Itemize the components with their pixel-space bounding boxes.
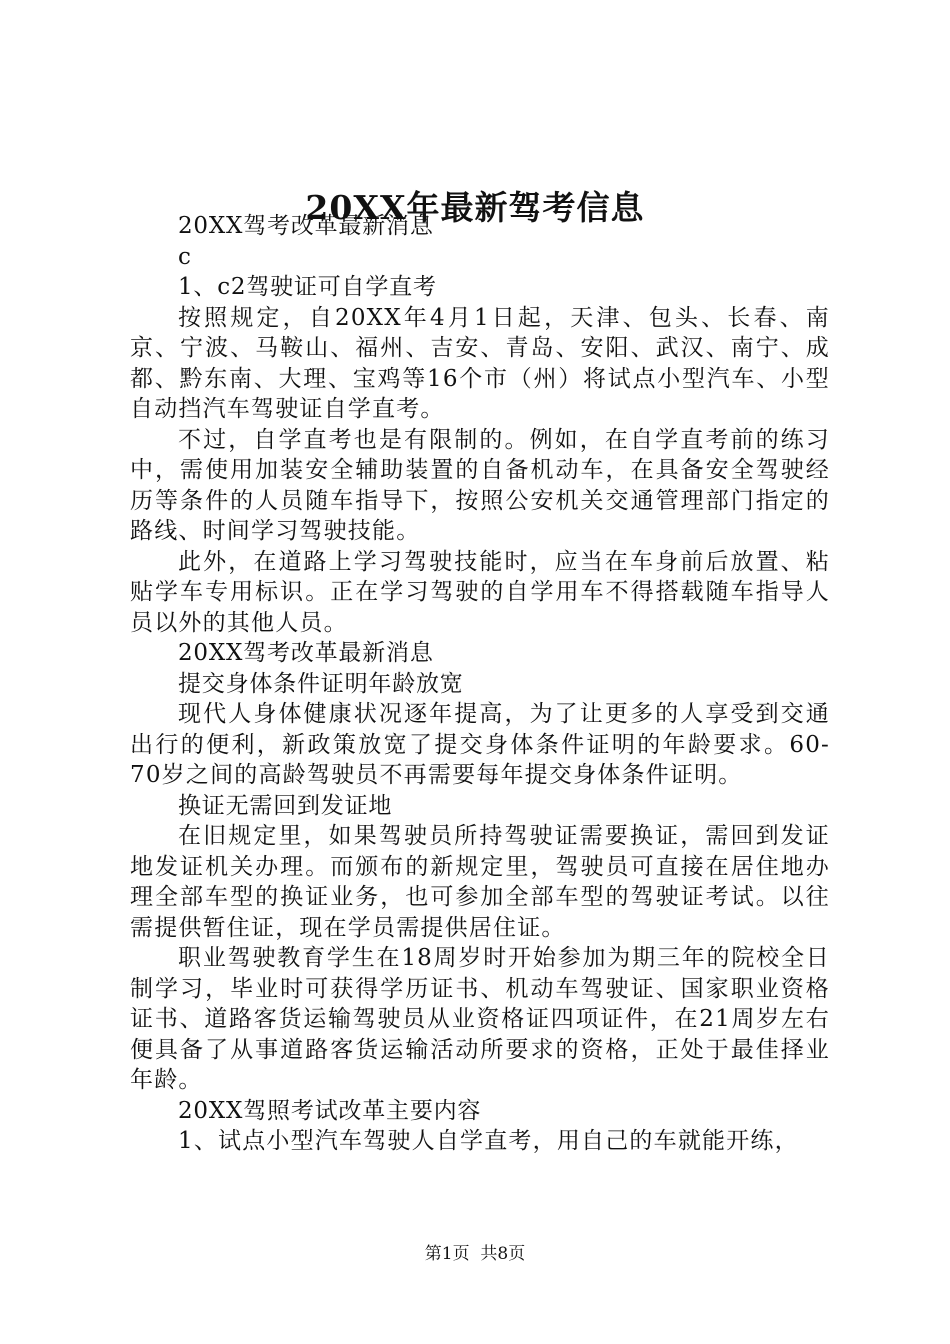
paragraph: 不过，自学直考也是有限制的。例如，在自学直考前的练习中，需使用加装安全辅助装置的自备机动车，在具备安全驾驶经历等条件的人员随车指导下，按照公安机关交通管理部门指定的路线、时间学习驾驶技能。 <box>130 426 830 544</box>
paragraph: 按照规定，自20XX年4月1日起，天津、包头、长春、南京、宁波、马鞍山、福州、吉安、青岛、安阳、武汉、南宁、成都、黔东南、大理、宝鸡等16个市（州）将试点小型汽车、小型自动挡汽车驾驶证自学直考。 <box>130 304 830 422</box>
document-body <box>130 211 830 1157</box>
paragraph: 1、试点小型汽车驾驶人自学直考，用自己的车就能开练， <box>178 1128 799 1154</box>
document-title: 20XX年最新驾考信息 <box>305 188 645 227</box>
paragraph: 现代人身体健康状况逐年提高，为了让更多的人享受到交通出行的便利，新政策放宽了提交身体条件证明的年龄要求。60-70岁之间的高龄驾驶员不再需要每年提交身体条件证明。 <box>130 701 830 788</box>
page-number: 第1页 <box>424 1244 470 1264</box>
page-total: 共8页 <box>480 1244 526 1264</box>
section-heading: 1、c2驾驶证可自学直考 <box>178 274 437 300</box>
section-heading: 20XX驾照考试改革主要内容 <box>178 1097 482 1124</box>
paragraph: 职业驾驶教育学生在18周岁时开始参加为期三年的院校全日制学习，毕业时可获得学历证书、机动车驾驶证、国家职业资格证书、道路客货运输驾驶员从业资格证四项证件，在21周岁左右便具备了从事道路客货运输活动所要求的资格，正处于最佳择业年龄。 <box>130 945 830 1093</box>
section-heading: 换证无需回到发证地 <box>178 792 393 819</box>
page-footer <box>0 1243 950 1265</box>
section-heading: 20XX驾考改革最新消息 <box>178 640 434 666</box>
section-heading: 提交身体条件证明年龄放宽 <box>178 670 464 697</box>
section-heading: c <box>178 243 192 270</box>
section-heading: 20XX驾考改革最新消息 <box>178 213 434 239</box>
paragraph: 在旧规定里，如果驾驶员所持驾驶证需要换证，需回到发证地发证机关办理。而颁布的新规定里，驾驶员可直接在居住地办理全部车型的换证业务，也可参加全部车型的驾驶证考试。以往需提供暂住证，现在学员需提供居住证。 <box>130 823 830 941</box>
paragraph: 此外，在道路上学习驾驶技能时，应当在车身前后放置、粘贴学车专用标识。正在学习驾驶的自学用车不得搭载随车指导人员以外的其他人员。 <box>130 548 830 636</box>
